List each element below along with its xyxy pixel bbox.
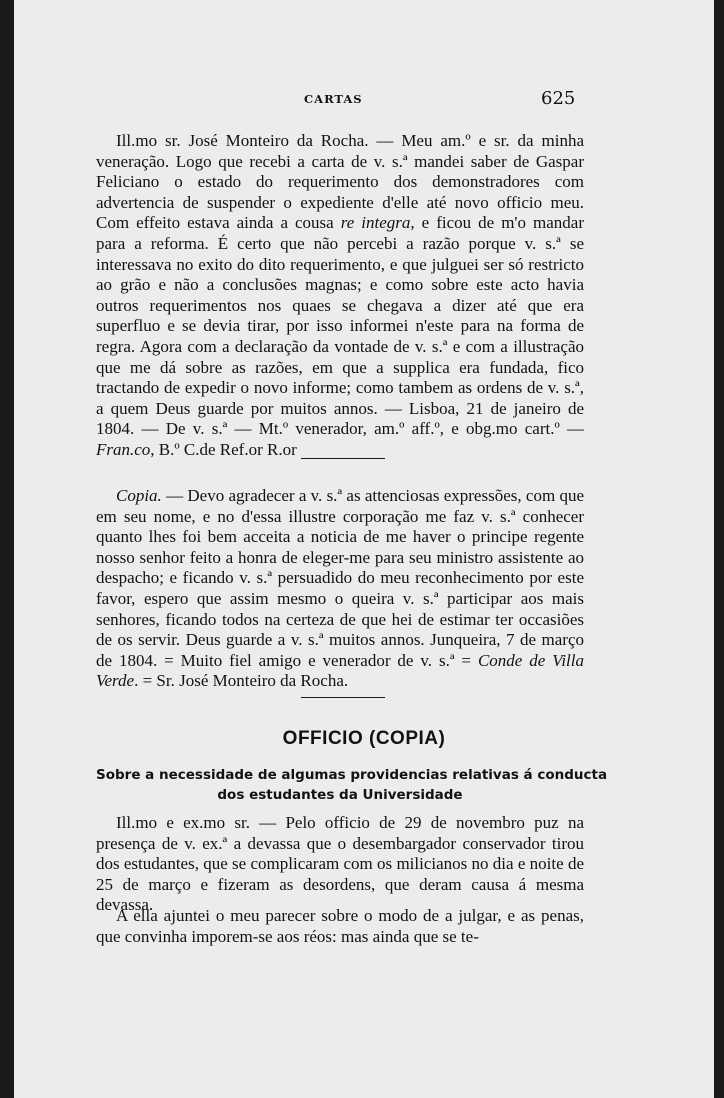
- letter-latin-phrase: re integra: [340, 213, 411, 233]
- letter-body-continued: , e ficou de m'o mandar para a reforma. É certo que não percebi a razão porque v. s.ª se interessava no exito do dito requerimento, e que julguei ser só restricto ao grão e não a conclusões magnas; e como sobre este acto havia outros requerimentos nos quaes se chegava a dizer até que era superfluo e se devia tirar, por isso informei n'este para na forma de regra. Agora com a declaração da vontade de v. s.ª e com a illustração que me dá sobre as razões, em que a supplica era fundada, fico tractando de expedir o novo informe; como tambem as ordens de v. s.ª, a quem Deus guarde por muitos annos. — Lisboa, 21 de janeiro de 1804. — De v. s.ª — Mt.º venerador, am.º aff.º, e obg.mo cart.º —: [96, 213, 584, 439]
- officio-subtitle: [96, 765, 608, 805]
- copia-signature: Conde de Villa Verde: [96, 650, 584, 691]
- copia-body: — Devo agradecer a v. s.ª as attenciosas expressões, com que em seu nome, e no d'essa illustre corporação me faz v. s.ª conhecer quanto lhes foi bem acceita a noticia de me haver o principe regente nosso senhor feito a honra de eleger-me para seu ministro assistente ao despacho; e ficando v. s.ª persuadido do meu reconhecimento por este favor, espero que assim mesmo o queira v. s.ª participar aos mais senhores, ficando todos na certeza de que hei de estimar ter occasiões de os servir. Deus guarde a v. s.ª muitos annos. Junqueira, 7 de março de 1804. = Muito fiel amigo e venerador de v. s.ª =: [96, 486, 584, 670]
- letter-signature-title: , B.º C.de Ref.or R.or: [150, 439, 297, 459]
- page-number: 625: [541, 88, 576, 109]
- letter-signature-name: Fran.co: [96, 439, 151, 459]
- copia-label: Copia.: [116, 486, 162, 505]
- officio-paragraph-2: A ella ajuntei o meu parecer sobre o modo de a julgar, e as penas, que convinha imporem-se aos réos: mas ainda que se te-: [96, 906, 584, 946]
- letter-salutation: Ill.mo sr. José Monteiro da Rocha.: [116, 131, 369, 150]
- section-divider-2: [301, 697, 385, 698]
- page-header: [14, 88, 714, 112]
- copia-closing: . = Sr. José Monteiro da Rocha.: [134, 671, 349, 691]
- running-head: CARTAS: [304, 92, 363, 106]
- officio-paragraph-1: Ill.mo e ex.mo sr. — Pelo officio de 29 de novembro puz na presença de v. ex.ª a devassa que o desembargador conservador tirou dos estudantes, que se complicaram com os milicianos no dia e noite de 25 de março e fizeram as desordens, que deram causa á mesma devassa.: [96, 813, 584, 915]
- section-divider: [301, 458, 385, 459]
- letter-paragraph: [96, 131, 584, 461]
- book-page: [14, 0, 714, 1098]
- letter-body: — Meu am.º e sr. da minha veneração. Logo que recebi a carta de v. s.ª mandei saber de Gaspar Feliciano o estado do requerimento dos demonstradores com advertencia de suspender o expediente d'elle até novo officio meu. Com effeito estava ainda a cousa: [96, 131, 584, 233]
- officio-subtitle-line-1: Sobre a necessidade de algumas providencias relativas á conducta: [96, 767, 608, 783]
- officio-subtitle-line-2: dos estudantes da Universidade: [217, 787, 463, 803]
- copia-paragraph: [96, 486, 584, 692]
- officio-title: OFFICIO (COPIA): [282, 728, 446, 749]
